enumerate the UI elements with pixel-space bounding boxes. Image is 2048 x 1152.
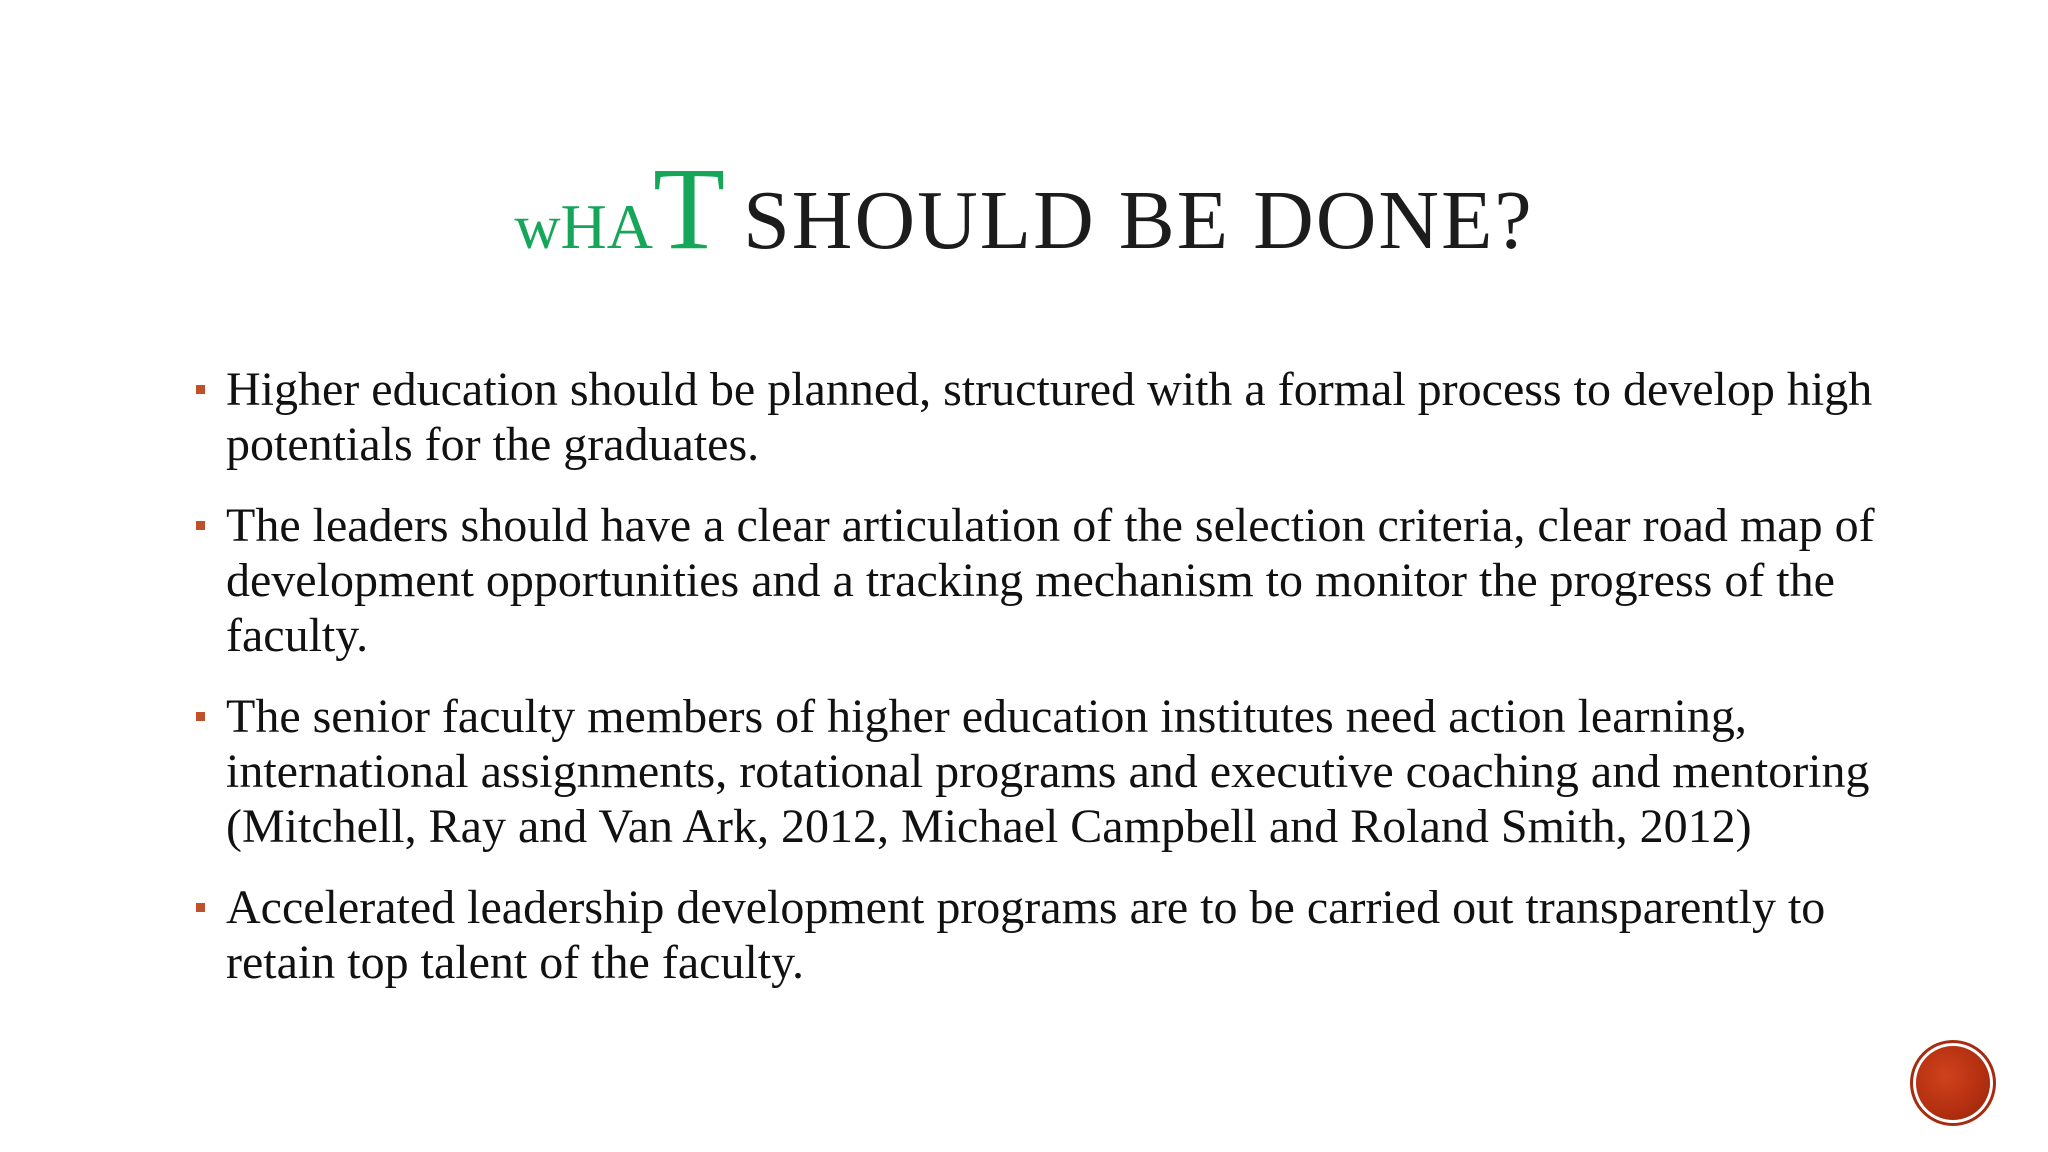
slide-number-badge-icon — [1916, 1046, 1990, 1120]
title-part-what: wHA — [514, 191, 653, 262]
bullet-list — [196, 362, 1876, 1016]
bullet-text: The leaders should have a clear articulation of the selection criteria, clear road map of development opportunities and a tracking mechanism to monitor the progress of the faculty. — [226, 499, 1875, 662]
bullet-text: The senior faculty members of higher education institutes need action learning, international assignments, rotational programs and executive coaching and mentoring (Mitchell, Ray and Van Ark, 2012, Michael Campbell and Roland Smith, 2012) — [226, 690, 1870, 853]
title-part-rest: SHOULD BE DONE? — [743, 174, 1534, 267]
bullet-text: Higher education should be planned, structured with a formal process to develop high potentials for the graduates. — [226, 363, 1873, 471]
bullet-marker-icon — [196, 521, 205, 530]
bullet-marker-icon — [196, 385, 205, 394]
bullet-marker-icon — [196, 903, 205, 912]
bullet-marker-icon — [196, 712, 205, 721]
bullet-item — [196, 880, 1876, 990]
bullet-item — [196, 689, 1876, 854]
slide-title — [0, 143, 2048, 274]
bullet-text: Accelerated leadership development programs are to be carried out transparently to retain top talent of the faculty. — [226, 881, 1826, 989]
bullet-item — [196, 498, 1876, 663]
title-part-t: T — [652, 143, 726, 274]
bullet-item — [196, 362, 1876, 472]
